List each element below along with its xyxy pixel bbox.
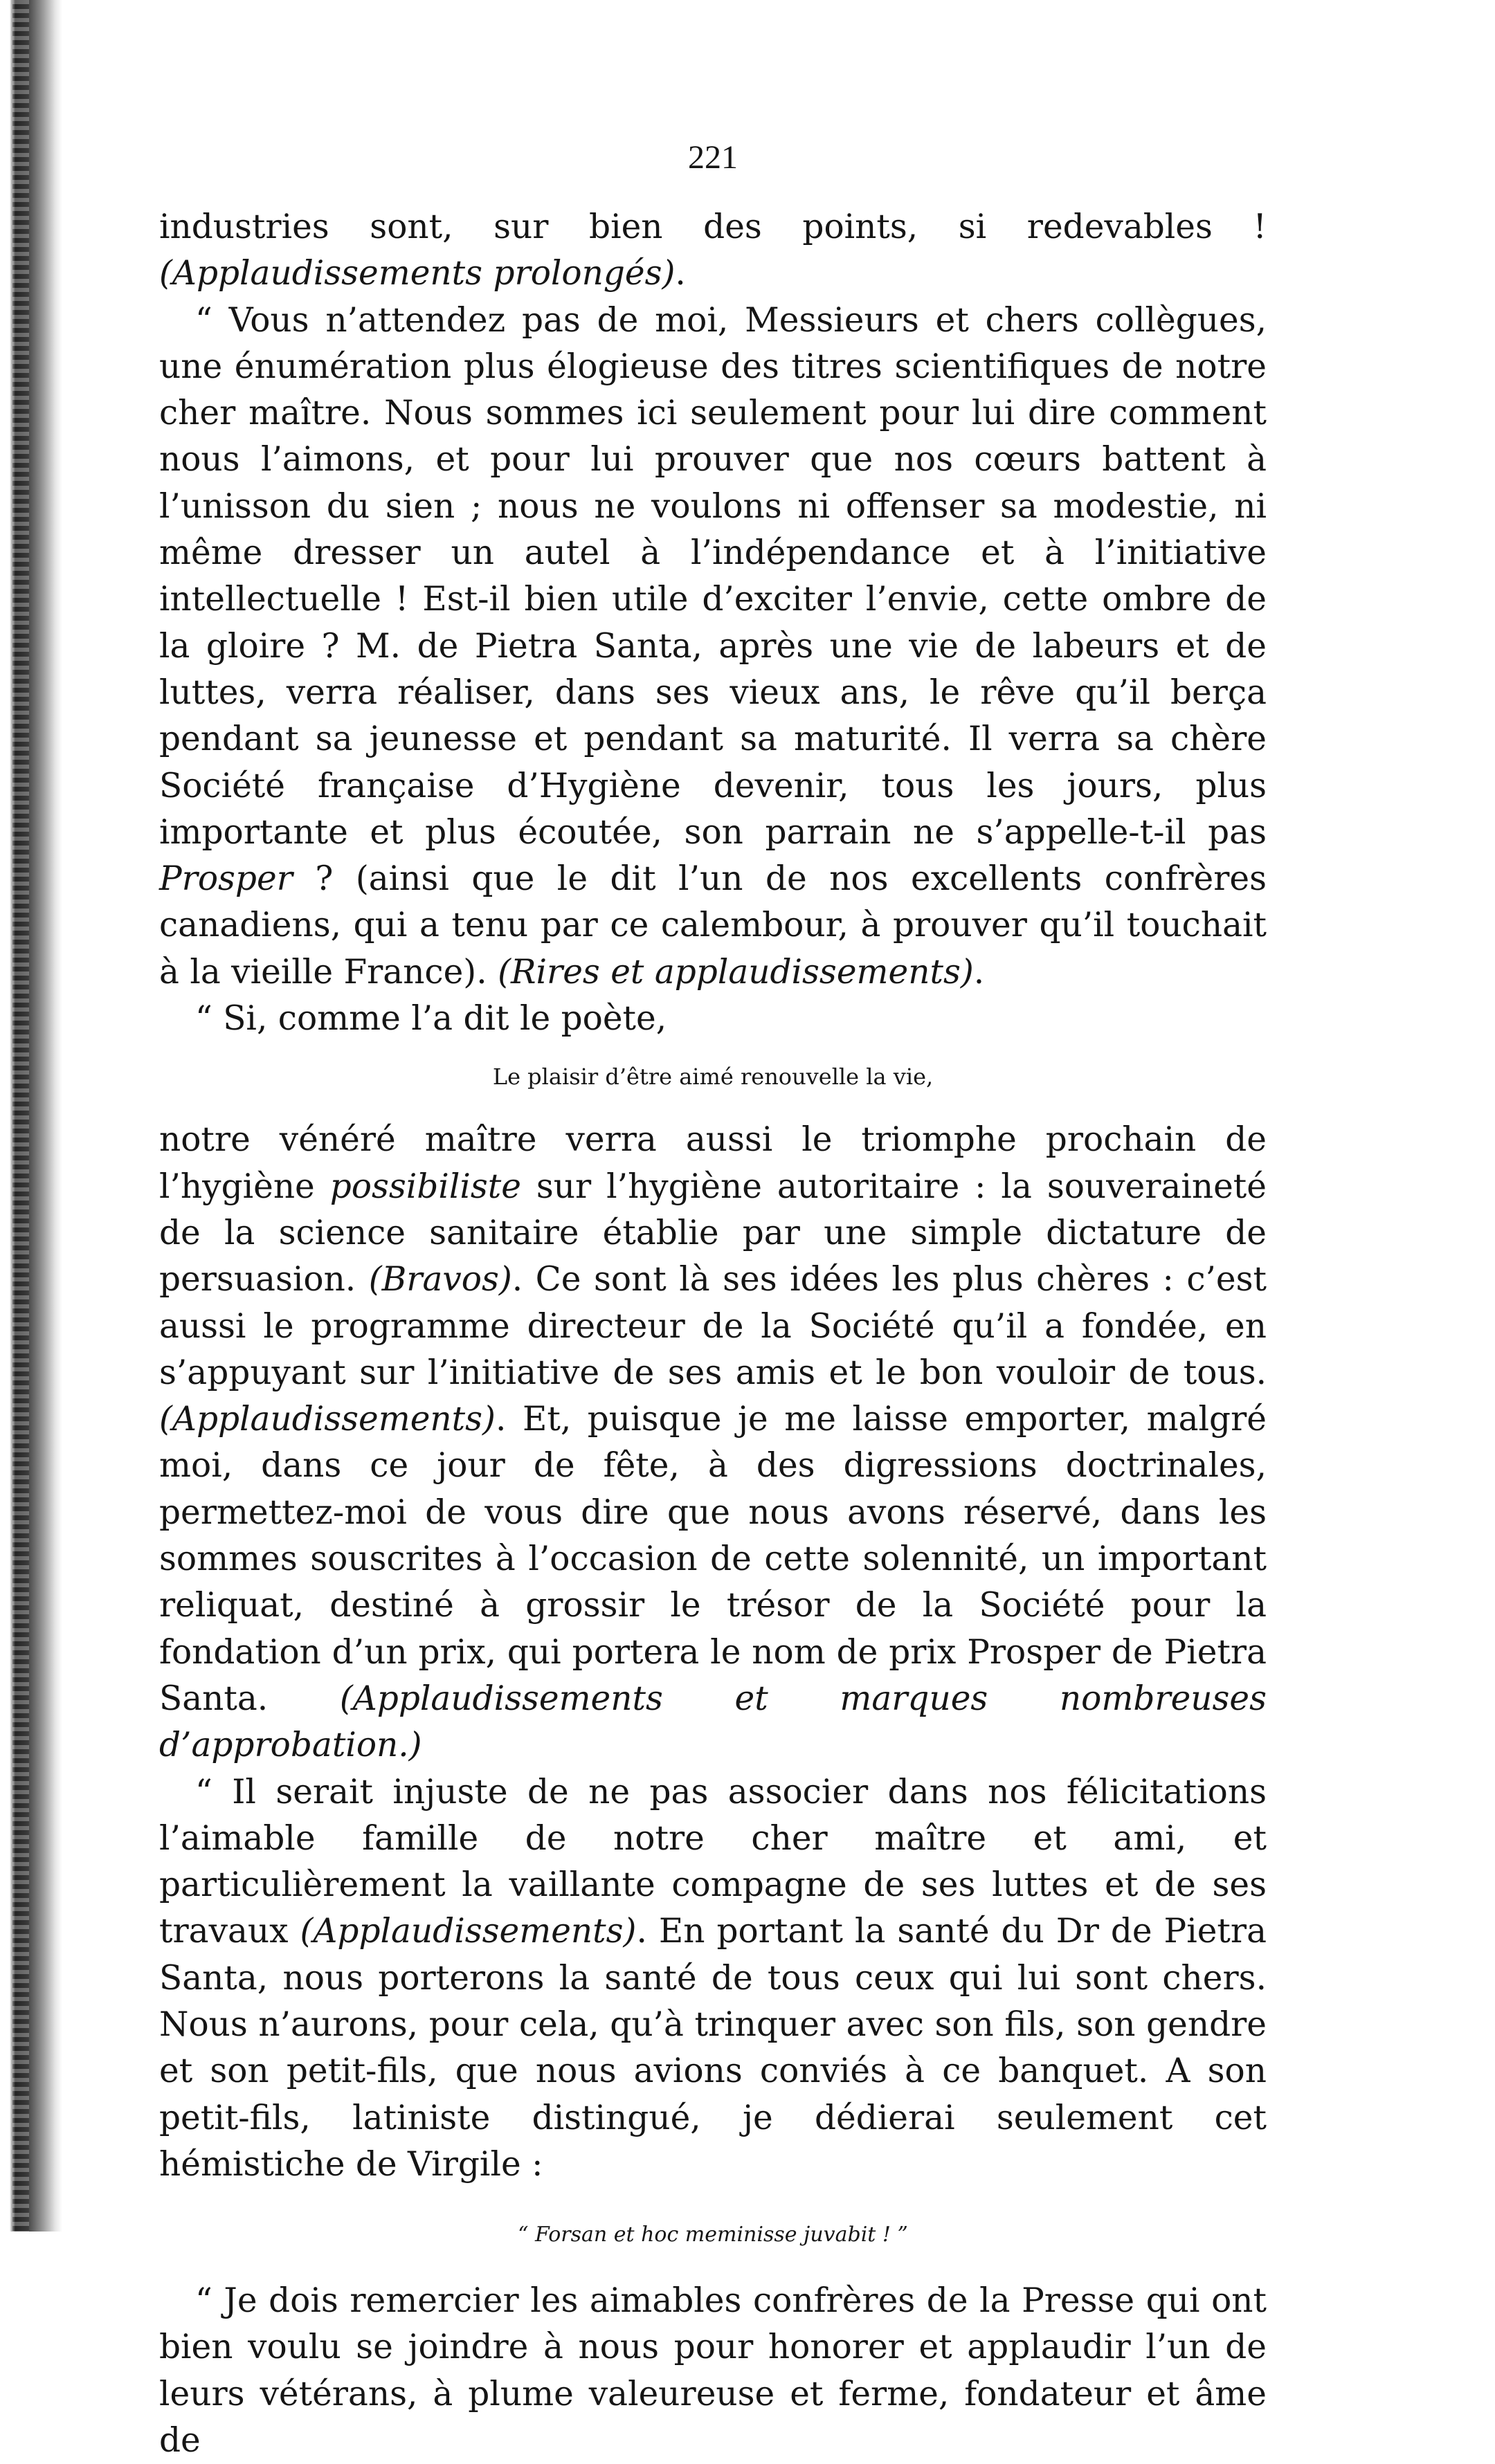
- document-page: [159, 138, 1267, 2464]
- paragraph-p1: [159, 204, 1267, 298]
- text-segment: “ Je dois remercier les aimables confrères de la Presse qui ont bien voulu se joindre à nous pour honorer et applaudir l’un de leurs vétérans, à plume valeureuse et ferme, fondateur et âme de: [159, 2281, 1267, 2461]
- text-block-2: [159, 1117, 1267, 2188]
- italic-segment: possibiliste: [329, 1167, 521, 1206]
- text-segment: . Et, puisque je me laisse emporter, malgré moi, dans ce jour de fête, à des digressions doctrinales, permettez-moi de vous dire que nous avons réservé, dans les sommes souscrites à l’occasion de cette solennité, un important reliquat, destiné à grossir le trésor de la Société pour la fondation d’un prix, qui portera le nom de prix Prosper de Pietra Santa.: [159, 1400, 1267, 1718]
- paragraph-p5: [159, 1769, 1267, 2189]
- verse-quotation: Le plaisir d’être aimé renouvelle la vie,: [492, 1064, 934, 1090]
- paragraph-p3: [159, 996, 1267, 1042]
- italic-segment: (Applaudissements et marques nombreuses d’approbation.): [159, 1679, 1267, 1765]
- paragraph-p6: [159, 2278, 1267, 2464]
- page-number: 221: [688, 139, 738, 176]
- text-segment: industries sont, sur bien des points, si redevables !: [159, 208, 1267, 246]
- text-block-3: [159, 2278, 1267, 2464]
- italic-segment: Prosper: [159, 859, 293, 899]
- italic-segment: (Applaudissements): [300, 1912, 637, 1951]
- text-segment: “ Si, comme l’a dit le poète,: [195, 999, 667, 1039]
- italic-segment: (Applaudissements): [159, 1400, 496, 1439]
- text-block-1: [159, 204, 1267, 1042]
- text-segment: .: [675, 254, 686, 293]
- text-segment: “ Vous n’attendez pas de moi, Messieurs et chers collègues, une énumération plus élogieuse des titres scientifiques de notre cher maître. Nous sommes ici seulement pour lui dire comment nous l’aimons, et pour lui prouver que nos cœurs battent à l’unisson du sien ; nous ne voulons ni offenser sa modestie, ni même dresser un autel à l’indépendance et à l’initiative intellectuelle ! Est-il bien utile d’exciter l’envie, cette ombre de la gloire ? M. de Pietra Santa, après une vie de labeurs et de luttes, verra réaliser, dans ses vieux ans, le rêve qu’il berça pendant sa jeunesse et pendant sa maturité. Il verra sa chère Société française d’Hygiène devenir, tous les jours, plus importante et plus écoutée, son parrain ne s’appelle-t-il pas: [159, 300, 1267, 852]
- paragraph-p2: [159, 298, 1267, 996]
- text-segment: sur l’hygiène autoritaire : la souveraineté de la science sanitaire établie par une simple dictature de persuasion.: [159, 1167, 1267, 1299]
- italic-segment: (Bravos): [368, 1260, 512, 1299]
- latin-quotation: “ Forsan et hoc meminisse juvabit ! ”: [518, 2223, 908, 2247]
- italic-segment: (Rires et applaudissements): [498, 952, 974, 992]
- text-segment: notre vénéré maître verra aussi le triomphe prochain de l’hygiène: [159, 1120, 1267, 1206]
- text-segment: “ Il serait injuste de ne pas associer dans nos félicitations l’aimable famille de notre cher maître et ami, et particulièrement la vaillante compagne de ses luttes et de ses travaux: [159, 1772, 1267, 1951]
- text-segment: .: [973, 952, 985, 992]
- text-segment: ? (ainsi que le dit l’un de nos excellents confrères canadiens, qui a tenu par ce calembour, à prouver qu’il touchait à la vieille France).: [159, 859, 1267, 992]
- italic-segment: (Applaudissements prolongés): [159, 254, 676, 293]
- text-segment: . Ce sont là ses idées les plus chères : c’est aussi le programme directeur de la Société qu’il a fondée, en s’appuyant sur l’initiative de ses amis et le bon vouloir de tous.: [159, 1260, 1267, 1392]
- scan-gutter-shadow: [0, 0, 62, 2232]
- text-segment: . En portant la santé du Dr de Pietra Santa, nous porterons la santé de tous ceux qui lui sont chers. Nous n’aurons, pour cela, qu’à trinquer avec son fils, son gendre et son petit-fils, que nous avions conviés à ce banquet. A son petit-fils, latiniste distingué, je dédierai seulement cet hémistiche de Virgile :: [159, 1912, 1267, 2184]
- paragraph-p4: [159, 1117, 1267, 1769]
